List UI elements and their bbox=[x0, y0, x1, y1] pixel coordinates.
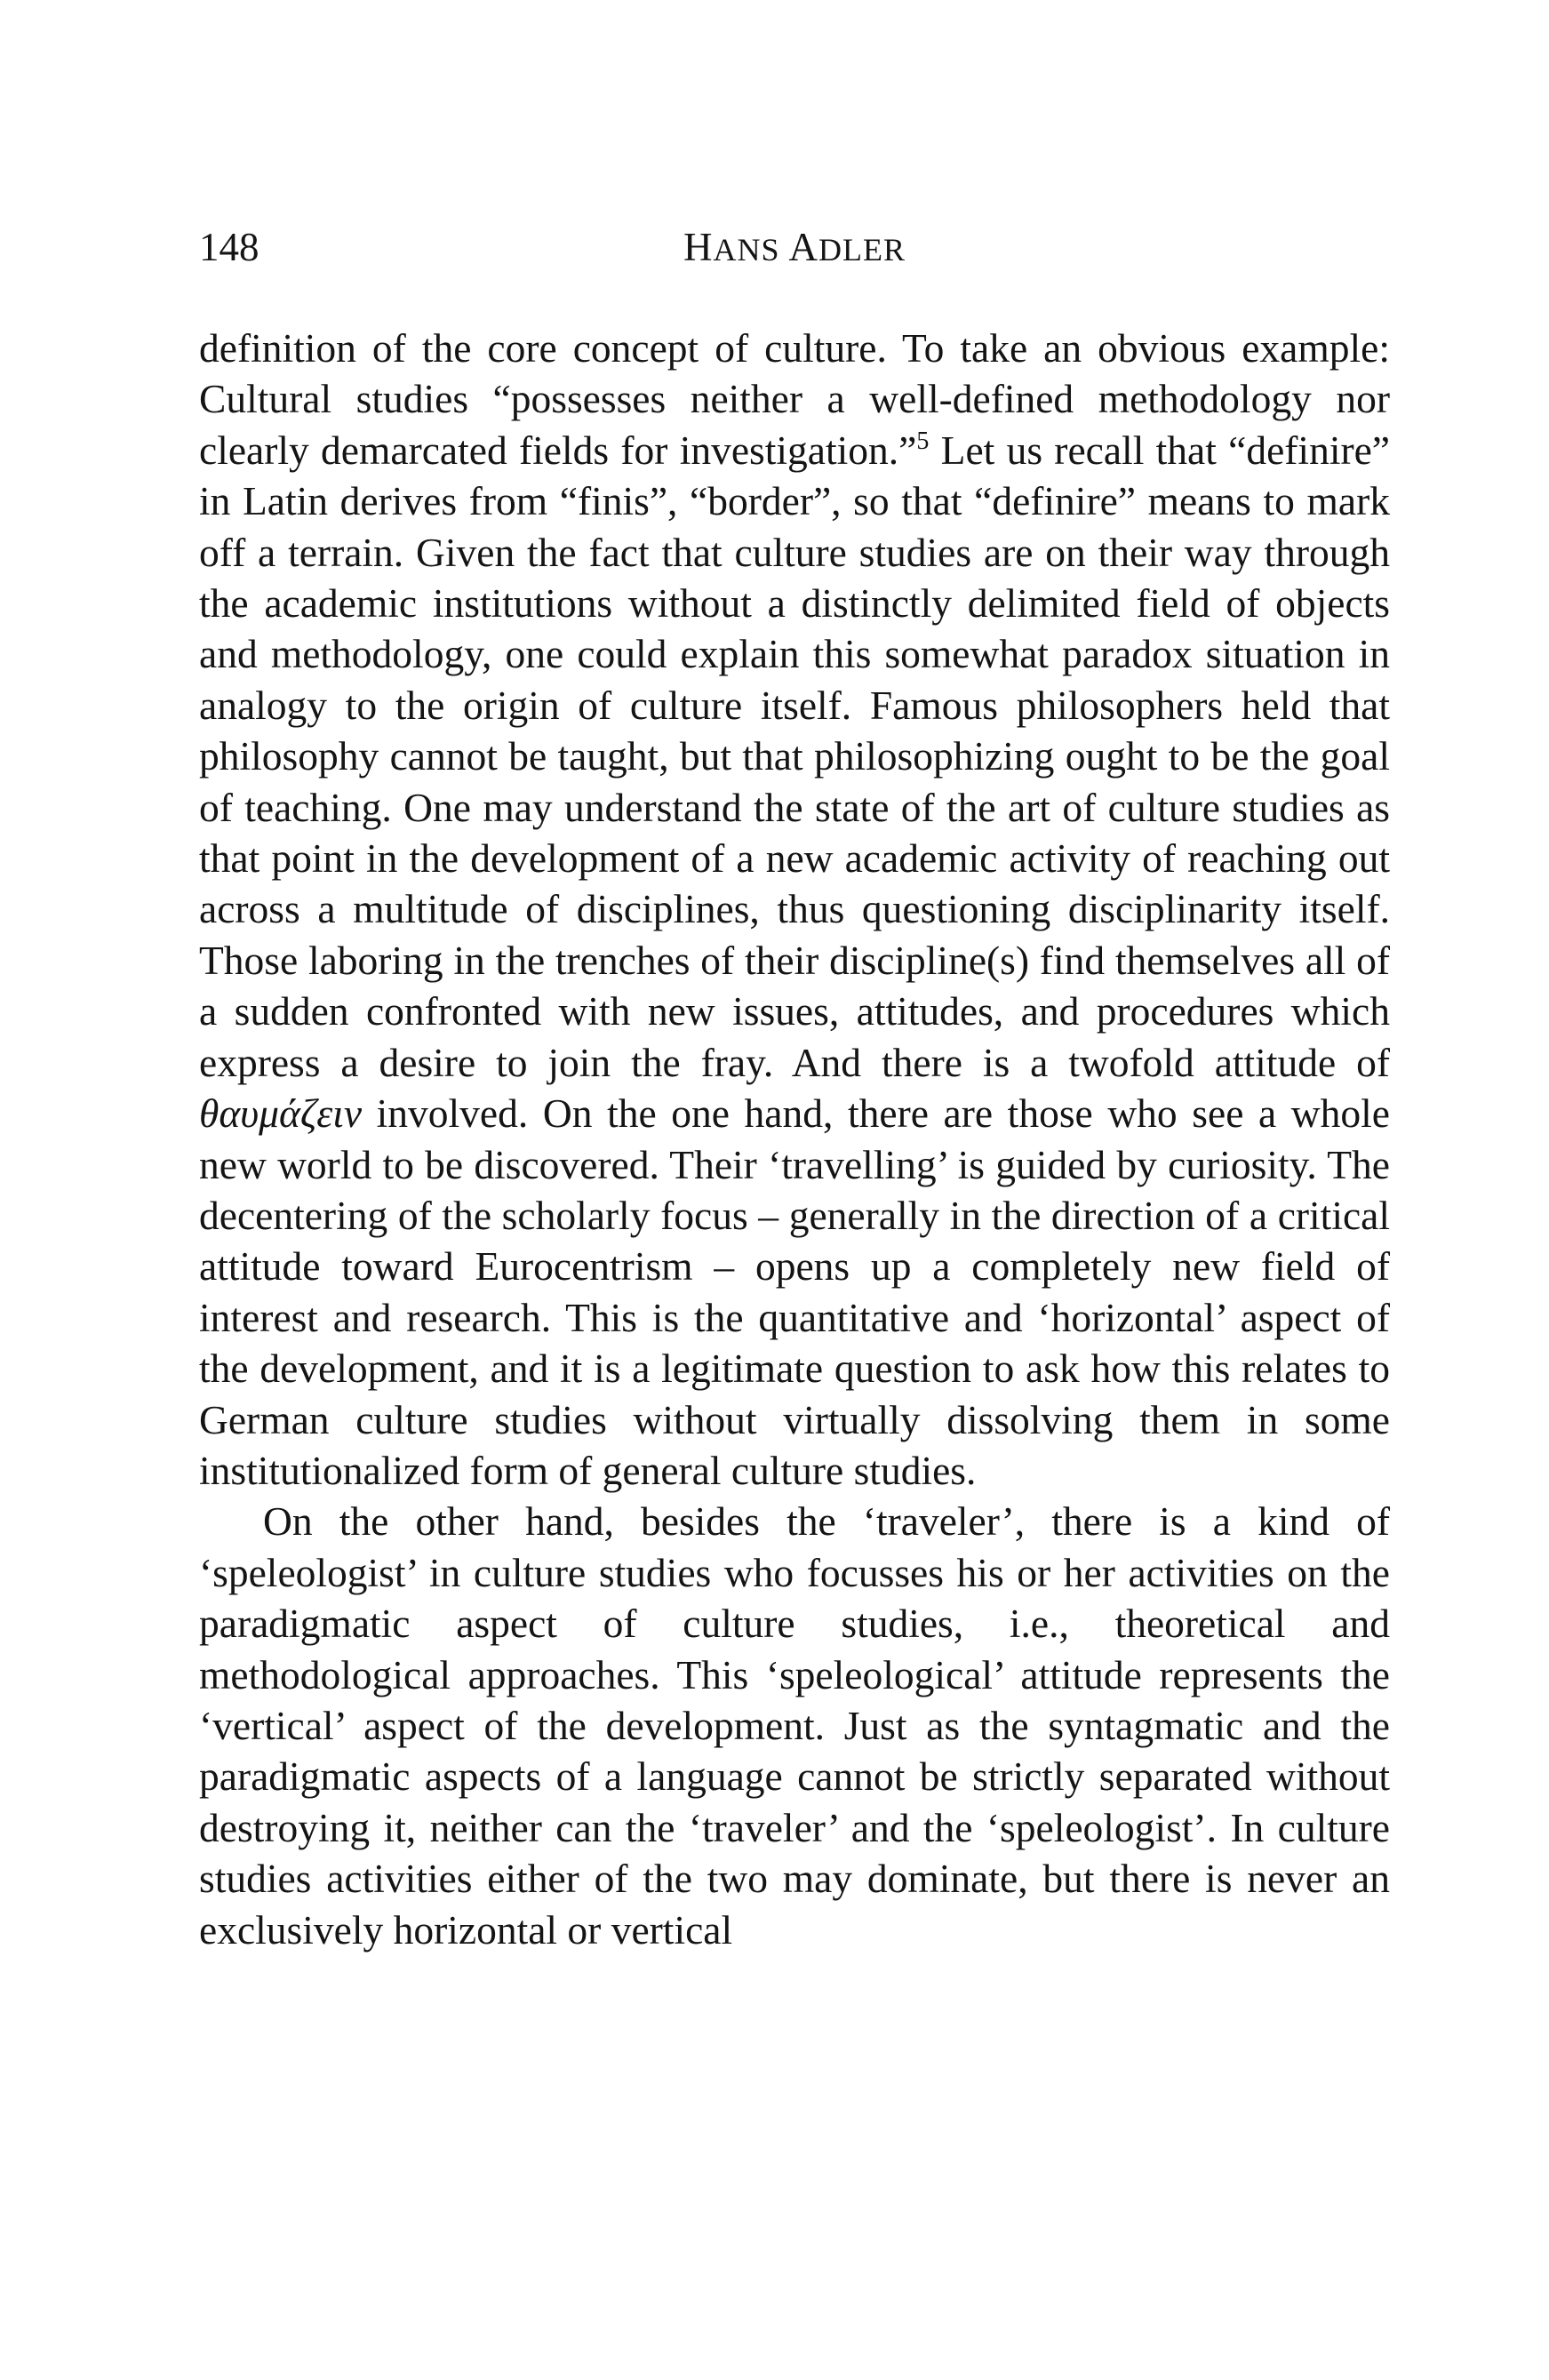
footnote-marker: 5 bbox=[916, 427, 930, 455]
paragraph-1-text-b: Let us recall that “definire” in Latin derives from “finis”, “border”, so that “definire” means to mark off a terrain. Given the fact that culture studies are on their way through the academic institutions without a distinctly delimited field of objects and methodology, one could explain this somewhat paradox situation in analogy to the origin of culture itself. Famous philosophers held that philosophy cannot be taught, but that philosophizing ought to be the goal of teaching. One may understand the state of the art of culture studies as that point in the development of a new academic activity of reaching out across a multitude of disciplines, thus questioning disciplinarity itself. Those laboring in the trenches of their discipline(s) find themselves all of a sudden confronted with new issues, attitudes, and procedures which express a desire to join the fray. And there is a twofold attitude of bbox=[199, 427, 1391, 1085]
running-head-initial-last: A bbox=[788, 225, 819, 269]
running-head-rest-last: DLER bbox=[818, 232, 906, 268]
running-head-rest-first: ANS bbox=[713, 232, 789, 268]
paragraph-1 bbox=[199, 323, 1390, 1496]
running-head-initial-first: H bbox=[683, 225, 714, 269]
page-number: 148 bbox=[199, 225, 259, 269]
page-header bbox=[199, 220, 1390, 274]
greek-term: θαυμάζειν bbox=[199, 1090, 363, 1137]
body-text bbox=[199, 323, 1390, 1955]
running-head-author bbox=[199, 220, 1390, 276]
paragraph-1-text-c: involved. On the one hand, there are those who see a whole new world to be discovered. Their ‘travelling’ is guided by curiosity. The decentering of the scholarly focus – generally in the direction of a critical attitude toward Eurocentrism – opens up a completely new field of interest and research. This is the quantitative and ‘horizontal’ aspect of the development, and it is a legitimate question to ask how this relates to German culture studies without virtually dissolving them in some institutionalized form of general culture studies. bbox=[199, 1090, 1390, 1493]
paragraph-1-text-a: definition of the core concept of culture. To take an obvious example: Cultural studies “possesses neither a well-defined methodology nor clearly demarcated fields for investigation.” bbox=[199, 325, 1390, 473]
paragraph-2: On the other hand, besides the ‘traveler’, there is a kind of ‘speleologist’ in culture studies who focusses his or her activities on the paradigmatic aspect of culture studies, i.e., theoretical and methodological approaches. This ‘speleological’ attitude represents the ‘vertical’ aspect of the development. Just as the syntagmatic and the paradigmatic aspects of a language cannot be strictly separated without destroying it, neither can the ‘traveler’ and the ‘speleologist’. In culture studies activities either of the two may dominate, but there is never an exclusively horizontal or vertical bbox=[199, 1498, 1390, 1953]
